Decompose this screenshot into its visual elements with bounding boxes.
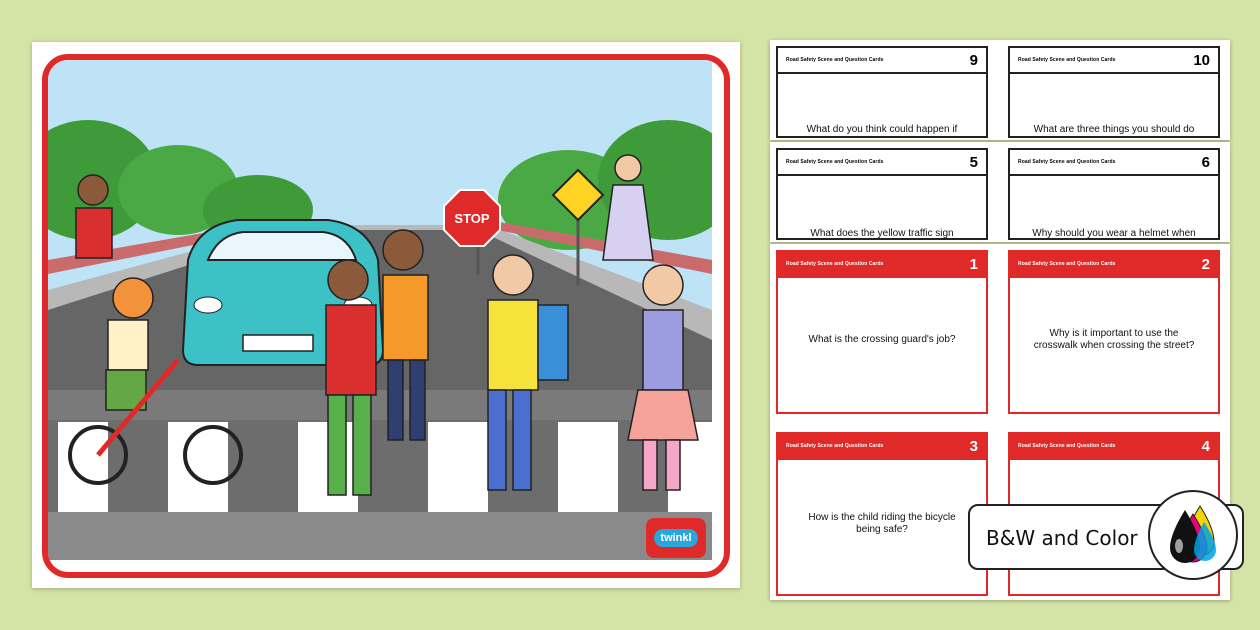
card-question: Why is it important to use the crosswalk when crossing the street? <box>1033 328 1195 351</box>
question-card-5[interactable] <box>776 148 988 240</box>
scene-poster <box>32 42 740 588</box>
card-question: What is the crossing guard's job? <box>808 334 956 345</box>
card-header: Road Safety Scene and Question Cards 6 <box>1010 150 1218 176</box>
card-header: Road Safety Scene and Question Cards 3 <box>778 434 986 460</box>
card-number: 6 <box>1201 153 1210 171</box>
twinkl-logo: twinkl <box>646 518 706 558</box>
card-number: 4 <box>1201 437 1210 455</box>
card-number: 10 <box>1193 51 1210 69</box>
card-question: How is the child riding the bicycle being safe? <box>808 512 956 535</box>
card-number: 3 <box>969 437 978 455</box>
card-header: Road Safety Scene and Question Cards 1 <box>778 252 986 278</box>
card-header: Road Safety Scene and Question Cards 4 <box>1010 434 1218 460</box>
scene-frame <box>42 54 730 578</box>
question-card-6[interactable] <box>1008 148 1220 240</box>
road-scene-illustration <box>48 60 712 560</box>
card-number: 1 <box>969 255 978 273</box>
question-card-1[interactable] <box>776 250 988 414</box>
card-number: 9 <box>969 51 978 69</box>
badge-label: B&W and Color <box>986 526 1138 550</box>
card-header: Road Safety Scene and Question Cards 10 <box>1010 48 1218 74</box>
stop-sign-text: STOP <box>454 211 490 226</box>
card-question: Why should you wear a helmet when <box>1032 228 1196 239</box>
card-number: 5 <box>969 153 978 171</box>
question-card-9[interactable] <box>776 46 988 138</box>
card-number: 2 <box>1201 255 1210 273</box>
ink-drops-icon <box>1148 490 1238 580</box>
question-card-3[interactable] <box>776 432 988 596</box>
card-question: What do you think could happen if <box>806 124 958 135</box>
question-card-2[interactable] <box>1008 250 1220 414</box>
card-question: What does the yellow traffic sign <box>810 228 954 239</box>
card-header: Road Safety Scene and Question Cards 2 <box>1010 252 1218 278</box>
question-card-10[interactable] <box>1008 46 1220 138</box>
card-header: Road Safety Scene and Question Cards 9 <box>778 48 986 74</box>
card-header: Road Safety Scene and Question Cards 5 <box>778 150 986 176</box>
card-question: What are three things you should do <box>1033 124 1195 135</box>
